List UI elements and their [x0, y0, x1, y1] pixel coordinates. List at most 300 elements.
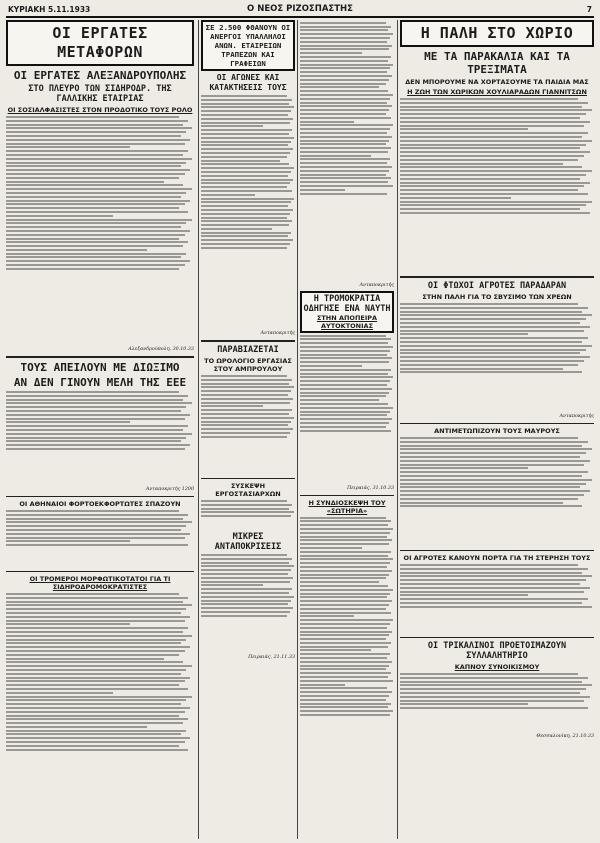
text-line — [300, 426, 386, 428]
text-line — [201, 592, 289, 594]
text-line — [400, 170, 592, 172]
text-line — [201, 122, 290, 124]
text-line — [400, 371, 582, 373]
text-line — [400, 113, 586, 115]
text-line — [201, 428, 293, 430]
text-line — [201, 581, 290, 583]
text-line — [300, 83, 386, 85]
text-line — [6, 131, 186, 133]
text-line — [6, 699, 186, 701]
text-line — [400, 486, 580, 488]
article-body — [6, 510, 194, 568]
text-line — [400, 117, 580, 119]
text-line — [300, 94, 393, 96]
text-line — [400, 182, 590, 184]
text-line — [201, 247, 287, 249]
text-line — [300, 687, 387, 689]
text-line — [300, 193, 387, 195]
text-line — [6, 635, 192, 637]
text-line — [300, 335, 386, 337]
text-line — [201, 201, 291, 203]
text-line — [201, 554, 287, 556]
text-line — [400, 140, 592, 142]
text-line — [400, 591, 584, 593]
text-line — [300, 574, 389, 576]
text-line — [201, 558, 292, 560]
text-line — [400, 337, 588, 339]
text-line — [400, 314, 592, 316]
text-line — [6, 654, 179, 656]
text-line — [201, 569, 291, 571]
text-line — [300, 657, 387, 659]
text-line — [201, 394, 288, 396]
text-line — [6, 703, 181, 705]
text-line — [300, 98, 390, 100]
text-line — [6, 406, 186, 408]
text-line — [201, 106, 294, 108]
text-line — [300, 105, 392, 107]
article-signature: Θεσσαλονίκη, 21.10.33 — [536, 734, 594, 739]
text-line — [201, 413, 289, 415]
text-line — [201, 600, 291, 602]
text-line — [6, 222, 186, 224]
article-signature: Αλεξανδρούπολη, 30.10.33 — [128, 347, 194, 352]
article-body — [201, 95, 295, 330]
column-divider — [297, 20, 298, 839]
text-line — [201, 125, 263, 127]
text-line — [201, 205, 288, 207]
text-line — [201, 611, 290, 613]
text-line — [6, 726, 147, 728]
text-line — [300, 22, 386, 24]
text-line — [201, 228, 272, 230]
text-line — [400, 606, 592, 608]
text-line — [6, 616, 190, 618]
text-line — [201, 511, 294, 513]
text-line — [6, 260, 190, 262]
text-line — [400, 159, 578, 161]
column-1 — [6, 20, 194, 840]
text-line — [300, 64, 393, 66]
banner-line-1: Η ΤΡΟΜΟΚΡΑΤΙΑ — [313, 293, 381, 304]
text-line — [6, 684, 179, 686]
article-signature: Ανταποκριτής 1200 — [145, 487, 194, 492]
column-2-banner — [201, 20, 295, 71]
article-body — [6, 116, 194, 346]
text-line — [6, 154, 183, 156]
text-line — [201, 163, 289, 165]
headline-farmers-door: ΟΙ ΑΓΡΟΤΕΣ ΚΑΝΟΥΝ ΠΟΡΤΑ ΓΙΑ ΤΗ ΣΤΕΡΗΣΗ ΤΟΥΣ — [403, 554, 591, 562]
text-line — [6, 593, 179, 595]
text-line — [201, 424, 288, 426]
text-line — [400, 322, 580, 324]
text-line — [400, 460, 590, 462]
text-line — [400, 98, 578, 100]
text-line — [400, 303, 578, 305]
divider — [300, 495, 394, 496]
text-line — [6, 165, 181, 167]
text-line — [300, 543, 389, 545]
text-line — [400, 360, 584, 362]
text-line — [300, 612, 391, 614]
text-line — [201, 175, 288, 177]
text-line — [6, 658, 164, 660]
text-line — [300, 627, 387, 629]
text-line — [201, 209, 293, 211]
text-line — [300, 147, 391, 149]
divider — [6, 496, 194, 497]
text-line — [300, 162, 387, 164]
text-line — [300, 551, 391, 553]
headline-eee-members: ΑΝ ΔΕΝ ΓΙΝΟΥΝ ΜΕΛΗ ΤΗΣ ΕΕΕ — [13, 376, 187, 389]
headline-railway-officials: ΟΙ ΤΡΟΜΕΡΟΙ ΜΟΡΦΩΤΙΚΟΤΑΤΟΙ ΓΙΑ ΤΙ ΣΙΔΗΡΟΔΡΟΜΟΚΡΑΤΙΣΤΕΣ — [29, 575, 171, 591]
text-line — [201, 152, 290, 154]
text-line — [300, 699, 386, 701]
text-line — [400, 437, 578, 439]
text-line — [300, 56, 391, 58]
text-line — [300, 399, 379, 401]
text-line — [6, 544, 188, 546]
text-line — [400, 318, 586, 320]
text-line — [300, 570, 392, 572]
text-line — [201, 504, 292, 506]
text-line — [6, 173, 185, 175]
text-line — [6, 448, 185, 450]
text-line — [201, 577, 293, 579]
text-line — [6, 661, 183, 663]
text-line — [201, 224, 289, 226]
headline-alexandroupoli: ΟΙ ΕΡΓΑΤΕΣ ΑΛΕΞΑΝΔΡΟΥΠΟΛΗΣ — [13, 69, 187, 82]
text-line — [300, 524, 388, 526]
text-line — [300, 361, 389, 363]
text-line — [201, 160, 280, 162]
text-line — [6, 741, 185, 743]
text-line — [201, 386, 294, 388]
text-line — [201, 402, 290, 404]
text-line — [300, 706, 388, 708]
text-line — [300, 532, 390, 534]
text-line — [300, 113, 386, 115]
text-line — [400, 564, 578, 566]
text-line — [300, 121, 354, 123]
text-line — [300, 52, 362, 54]
text-line — [201, 182, 290, 184]
text-line — [6, 673, 181, 675]
text-line — [400, 132, 588, 134]
text-line — [300, 132, 387, 134]
text-line — [300, 646, 388, 648]
text-line — [400, 498, 578, 500]
text-line — [400, 307, 588, 309]
text-line — [6, 196, 181, 198]
text-line — [6, 529, 181, 531]
headline-working-hours: ΤΟ ΩΡΟΛΟΓΙΟ ΕΡΓΑΣΙΑΣ ΣΤΟΥ ΑΜΠΡΟΥΛΟΥ — [204, 357, 292, 373]
text-line — [6, 437, 186, 439]
text-line — [400, 155, 584, 157]
text-line — [201, 156, 287, 158]
text-line — [201, 417, 294, 419]
text-line — [6, 730, 186, 732]
text-line — [6, 537, 185, 539]
text-line — [6, 665, 192, 667]
text-line — [300, 102, 387, 104]
text-line — [6, 395, 188, 397]
text-line — [6, 533, 190, 535]
text-line — [201, 383, 289, 385]
article-body — [400, 437, 594, 547]
text-line — [300, 395, 386, 397]
text-line — [201, 235, 288, 237]
headline-tobacco: ΚΑΠΝΟΥ ΣΥΝΟΙΚΙΣΜΟΥ — [454, 663, 540, 671]
text-line — [6, 688, 188, 690]
text-line — [300, 342, 388, 344]
column-divider — [397, 20, 398, 839]
text-line — [201, 217, 287, 219]
text-line — [201, 409, 292, 411]
column-4-banner: Η ΠΑΛΗ ΣΤΟ ΧΩΡΙΟ — [400, 20, 594, 47]
text-line — [6, 631, 183, 633]
text-line — [201, 194, 255, 196]
text-line — [400, 684, 592, 686]
text-line — [6, 711, 185, 713]
text-line — [400, 594, 528, 596]
text-line — [300, 380, 390, 382]
article-body — [300, 22, 394, 282]
text-line — [400, 144, 586, 146]
text-line — [201, 573, 288, 575]
text-line — [400, 136, 582, 138]
text-line — [6, 162, 186, 164]
text-line — [6, 722, 183, 724]
text-line — [400, 494, 584, 496]
text-line — [300, 418, 392, 420]
text-line — [300, 151, 388, 153]
article-body — [400, 564, 594, 634]
text-line — [300, 672, 391, 674]
text-line — [6, 692, 113, 694]
text-line — [6, 696, 192, 698]
text-line — [300, 357, 392, 359]
text-line — [6, 177, 179, 179]
text-line — [201, 171, 291, 173]
page-number: 7 — [586, 5, 592, 14]
divider — [400, 276, 594, 278]
text-line — [6, 253, 186, 255]
article-body — [400, 98, 594, 273]
text-line — [300, 60, 388, 62]
text-line — [201, 584, 263, 586]
text-line — [201, 95, 287, 97]
text-line — [300, 117, 391, 119]
text-line — [300, 589, 393, 591]
text-line — [6, 203, 185, 205]
text-line — [300, 680, 393, 682]
text-line — [201, 133, 289, 135]
text-line — [300, 676, 388, 678]
text-line — [400, 568, 588, 570]
text-line — [300, 41, 387, 43]
text-line — [6, 510, 179, 512]
article-signature: Ανταποκριτής — [559, 414, 594, 419]
text-line — [6, 124, 183, 126]
text-line — [400, 587, 590, 589]
text-line — [400, 673, 578, 675]
article-body — [201, 375, 295, 475]
text-line — [300, 608, 386, 610]
headline-violated: ΠΑΡΑΒΙΑΖΕΤΑΙ — [217, 345, 279, 355]
masthead — [6, 3, 594, 18]
text-line — [300, 37, 390, 39]
text-line — [201, 99, 292, 101]
text-line — [6, 116, 179, 118]
text-line — [400, 475, 582, 477]
text-line — [201, 220, 292, 222]
article-body — [300, 517, 394, 817]
text-line — [6, 188, 192, 190]
text-line — [400, 467, 528, 469]
text-line — [300, 555, 388, 557]
text-line — [201, 588, 292, 590]
text-line — [6, 444, 190, 446]
text-line — [300, 354, 387, 356]
text-line — [400, 464, 584, 466]
column-3-banner — [300, 291, 394, 333]
text-line — [300, 189, 345, 191]
headline-poor-farmers: ΟΙ ΦΤΩΧΟΙ ΑΓΡΟΤΕΣ ΠΑΡΑΔΑΡΑΝ — [427, 281, 567, 291]
text-line — [6, 127, 192, 129]
text-line — [400, 505, 582, 507]
divider — [400, 637, 594, 638]
text-line — [6, 200, 190, 202]
text-line — [400, 445, 582, 447]
column-1-banner: ΟΙ ΕΡΓΑΤΕΣ ΜΕΤΑΦΟΡΩΝ — [6, 20, 194, 66]
text-line — [300, 539, 392, 541]
banner-line-2: ΑΝΩΝ. ΕΤΑΙΡΕΙΩΝ ΤΡΑΠΕΖΩΝ ΚΑΙ ΓΡΑΦΕΙΩΝ — [214, 41, 282, 68]
text-line — [6, 226, 181, 228]
column-3 — [300, 20, 394, 840]
text-line — [300, 695, 389, 697]
text-line — [400, 700, 584, 702]
text-line — [400, 502, 563, 504]
text-line — [300, 558, 393, 560]
text-line — [300, 26, 391, 28]
text-line — [300, 668, 386, 670]
article-signature: Ανταποκριτής — [260, 331, 295, 336]
text-line — [6, 650, 185, 652]
text-line — [6, 425, 188, 427]
text-line — [6, 234, 185, 236]
article-signature: Πειραιάς, 21.11.33 — [248, 655, 295, 660]
headline-debt-struggle: ΣΤΗΝ ΠΑΛΗ ΓΙΑ ΤΟ ΣΒΥΣΙΜΟ ΤΩΝ ΧΡΕΩΝ — [422, 293, 572, 301]
text-line — [400, 703, 528, 705]
article-body — [6, 391, 194, 486]
text-line — [400, 471, 588, 473]
text-line — [6, 601, 183, 603]
column-2 — [201, 20, 295, 840]
text-line — [201, 615, 287, 617]
text-line — [400, 151, 590, 153]
text-line — [400, 189, 578, 191]
text-line — [300, 665, 389, 667]
text-line — [300, 346, 393, 348]
text-line — [201, 186, 287, 188]
text-line — [201, 118, 293, 120]
text-line — [6, 733, 181, 735]
text-line — [300, 517, 386, 519]
article-body — [201, 500, 295, 530]
text-line — [6, 514, 188, 516]
text-line — [300, 365, 362, 367]
text-line — [300, 623, 390, 625]
text-line — [6, 745, 179, 747]
text-line — [6, 219, 192, 221]
text-line — [6, 139, 190, 141]
text-line — [300, 86, 379, 88]
text-line — [6, 146, 130, 148]
text-line — [6, 737, 190, 739]
text-line — [6, 184, 183, 186]
text-line — [300, 615, 354, 617]
text-line — [6, 245, 183, 247]
text-line — [6, 215, 113, 217]
text-line — [400, 479, 592, 481]
text-line — [300, 75, 392, 77]
text-line — [6, 150, 188, 152]
text-line — [300, 600, 392, 602]
text-line — [300, 376, 393, 378]
text-line — [300, 90, 388, 92]
text-line — [400, 193, 588, 195]
text-line — [300, 653, 390, 655]
text-line — [300, 661, 392, 663]
text-line — [300, 136, 392, 138]
text-line — [201, 500, 287, 502]
text-line — [201, 141, 291, 143]
text-line — [400, 352, 580, 354]
text-line — [6, 639, 186, 641]
text-line — [400, 448, 592, 450]
text-line — [400, 345, 592, 347]
text-line — [6, 612, 181, 614]
text-line — [400, 178, 580, 180]
text-line — [400, 572, 582, 574]
text-line — [300, 528, 393, 530]
text-line — [201, 213, 290, 215]
text-line — [400, 456, 580, 458]
text-line — [6, 399, 183, 401]
text-line — [6, 181, 164, 183]
divider — [201, 340, 295, 342]
text-line — [6, 256, 181, 258]
text-line — [6, 143, 185, 145]
article-body — [6, 593, 194, 833]
banner-line-2: ΟΔΗΓΗΣΕ ΕΝΑ ΝΑΥΤΗ — [303, 303, 391, 314]
text-line — [201, 232, 291, 234]
text-line — [300, 585, 388, 587]
text-line — [300, 369, 391, 371]
text-line — [6, 169, 190, 171]
text-line — [6, 521, 192, 523]
text-line — [400, 692, 580, 694]
headline-struggles: ΟΙ ΑΓΩΝΕΣ ΚΑΙ ΚΑΤΑΚΤΗΣΕΙΣ ΤΟΥΣ — [209, 73, 287, 92]
text-line — [6, 211, 188, 213]
text-line — [300, 631, 392, 633]
divider — [6, 571, 194, 572]
text-line — [6, 680, 185, 682]
text-line — [300, 638, 386, 640]
text-line — [400, 490, 590, 492]
text-line — [400, 212, 590, 214]
